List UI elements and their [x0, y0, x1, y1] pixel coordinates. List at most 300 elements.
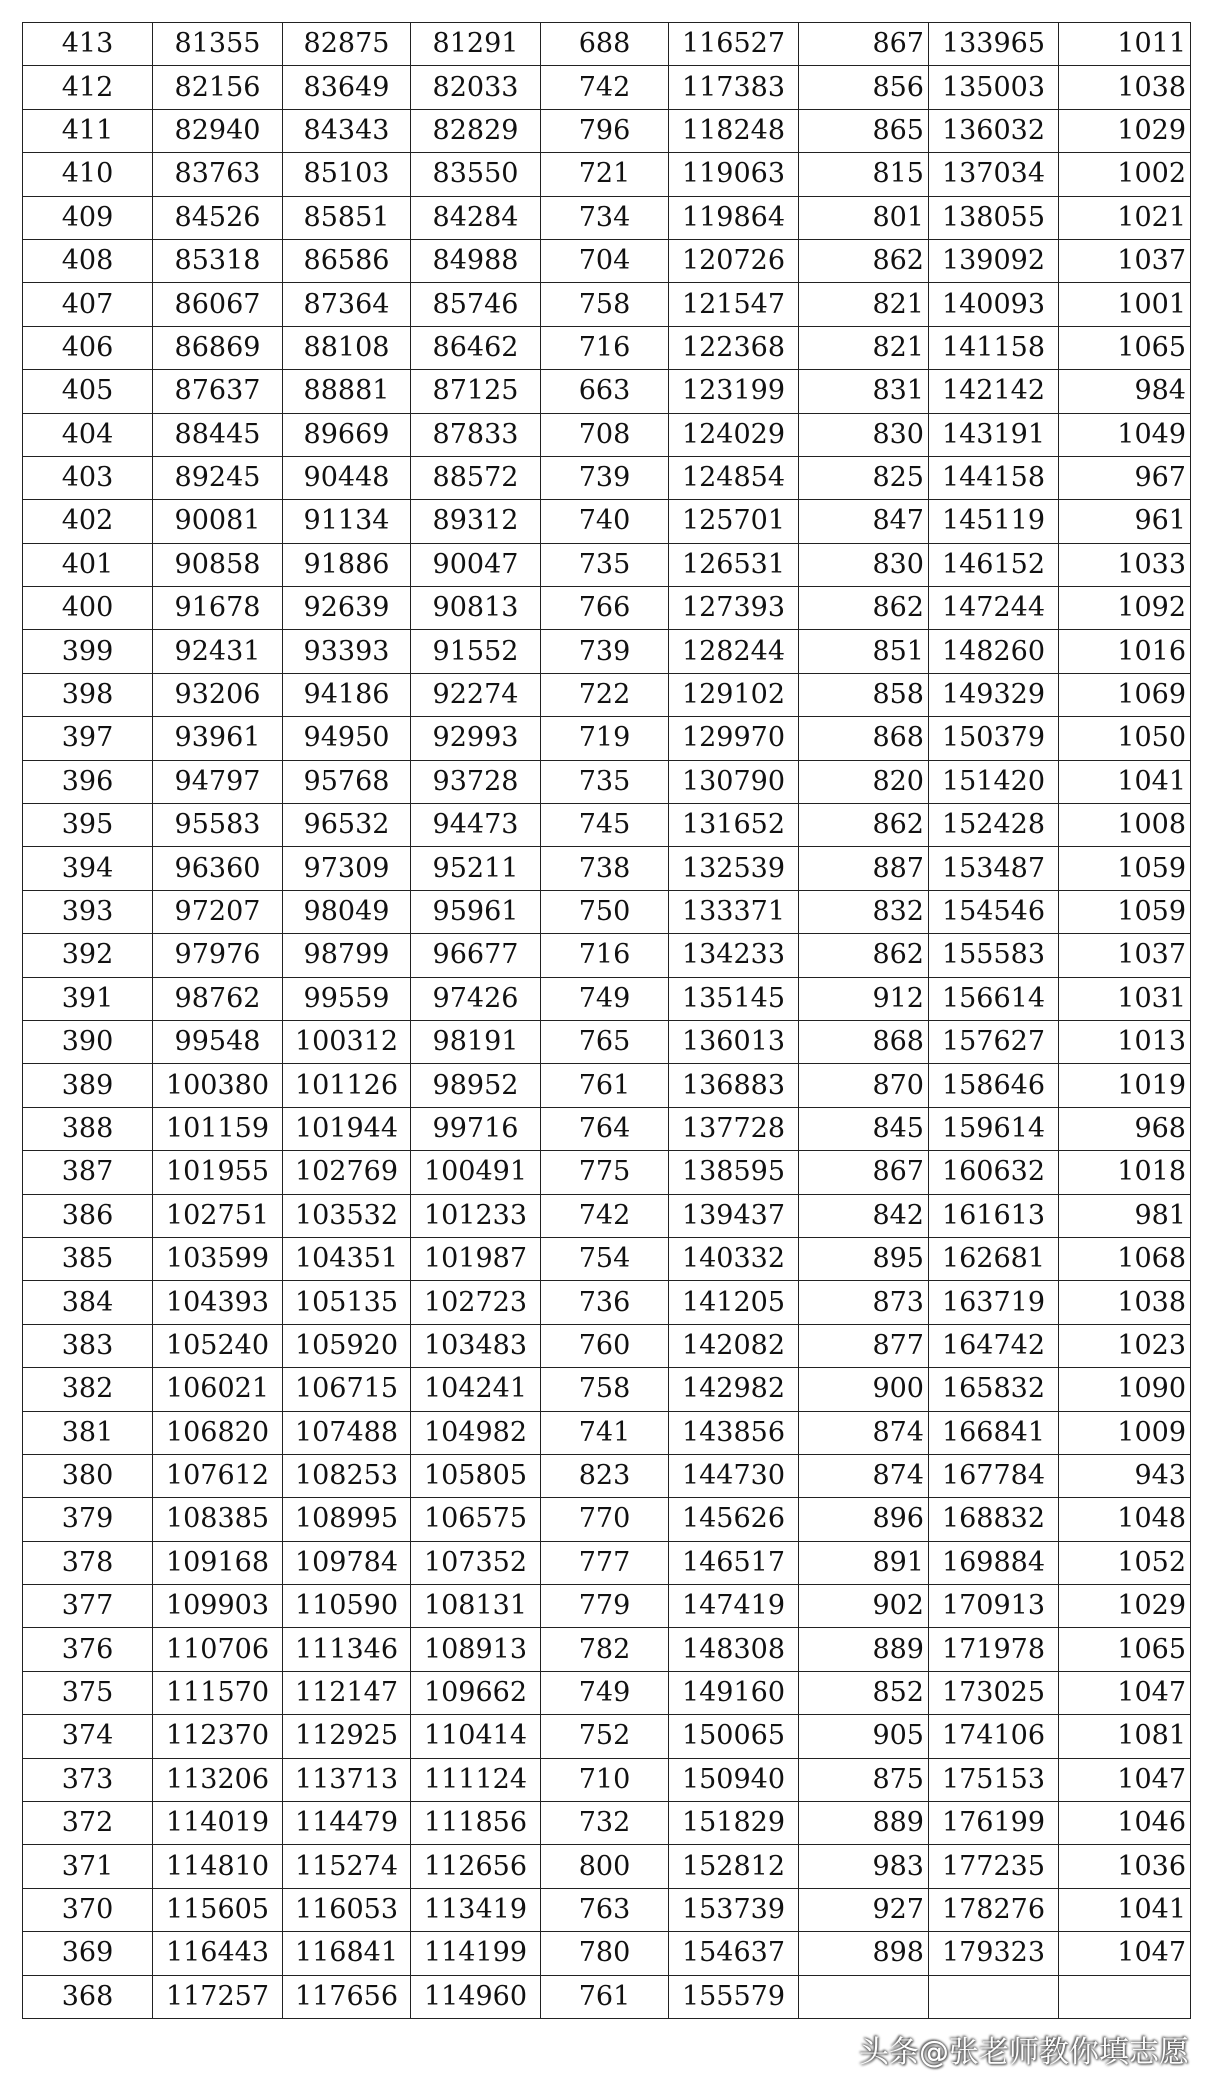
- cell-col-6: 150065: [669, 1715, 799, 1758]
- cell-col-9: 1001: [1059, 283, 1191, 326]
- table-row: [23, 543, 1191, 586]
- cell-col-3: 85851: [283, 196, 411, 239]
- cell-col-9: 1059: [1059, 847, 1191, 890]
- cell-col-6: 131652: [669, 804, 799, 847]
- table-row: [23, 1932, 1191, 1975]
- cell-col-7: 821: [799, 283, 929, 326]
- table-row: [23, 1324, 1191, 1367]
- cell-col-3: 89669: [283, 413, 411, 456]
- cell-col-7: 887: [799, 847, 929, 890]
- cell-col-3: 99559: [283, 977, 411, 1020]
- cell-col-4: 104982: [411, 1411, 541, 1454]
- cell-col-6: 147419: [669, 1585, 799, 1628]
- cell-col-2: 99548: [153, 1020, 283, 1063]
- cell-col-8: 162681: [929, 1237, 1059, 1280]
- cell-col-2: 87637: [153, 370, 283, 413]
- watermark: 头条@张老师教你填志愿: [859, 2035, 1189, 2070]
- cell-col-9: 1002: [1059, 153, 1191, 196]
- cell-col-2: 90081: [153, 500, 283, 543]
- cell-col-2: 114019: [153, 1802, 283, 1845]
- cell-score: 391: [23, 977, 153, 1020]
- cell-col-9: 1081: [1059, 1715, 1191, 1758]
- cell-col-6: 146517: [669, 1541, 799, 1584]
- cell-col-2: 107612: [153, 1454, 283, 1497]
- table-row: [23, 326, 1191, 369]
- cell-col-7: 821: [799, 326, 929, 369]
- table-row: [23, 977, 1191, 1020]
- cell-col-9: 1018: [1059, 1151, 1191, 1194]
- table-row: [23, 500, 1191, 543]
- cell-col-5: 770: [541, 1498, 669, 1541]
- cell-col-7: 830: [799, 413, 929, 456]
- cell-col-6: 118248: [669, 109, 799, 152]
- cell-col-3: 88108: [283, 326, 411, 369]
- cell-score: 400: [23, 587, 153, 630]
- cell-col-4: 91552: [411, 630, 541, 673]
- cell-score: 397: [23, 717, 153, 760]
- table-row: [23, 934, 1191, 977]
- cell-col-9: 1041: [1059, 1888, 1191, 1931]
- cell-col-6: 152812: [669, 1845, 799, 1888]
- cell-col-4: 110414: [411, 1715, 541, 1758]
- cell-col-9: 1092: [1059, 587, 1191, 630]
- cell-col-7: 900: [799, 1368, 929, 1411]
- cell-col-6: 119063: [669, 153, 799, 196]
- cell-col-2: 93206: [153, 673, 283, 716]
- cell-col-4: 95211: [411, 847, 541, 890]
- cell-col-6: 144730: [669, 1454, 799, 1497]
- cell-col-3: 91886: [283, 543, 411, 586]
- cell-col-6: 122368: [669, 326, 799, 369]
- cell-col-3: 115274: [283, 1845, 411, 1888]
- cell-score: 380: [23, 1454, 153, 1497]
- cell-col-6: 136013: [669, 1020, 799, 1063]
- cell-score: 386: [23, 1194, 153, 1237]
- cell-col-8: 155583: [929, 934, 1059, 977]
- cell-col-5: 732: [541, 1802, 669, 1845]
- cell-col-5: 758: [541, 283, 669, 326]
- cell-col-4: 101233: [411, 1194, 541, 1237]
- cell-col-3: 104351: [283, 1237, 411, 1280]
- table-row: [23, 109, 1191, 152]
- cell-col-7: 867: [799, 1151, 929, 1194]
- cell-score: 406: [23, 326, 153, 369]
- cell-col-9: 1029: [1059, 1585, 1191, 1628]
- cell-score: 381: [23, 1411, 153, 1454]
- cell-col-3: 101126: [283, 1064, 411, 1107]
- cell-col-8: 166841: [929, 1411, 1059, 1454]
- cell-col-2: 113206: [153, 1758, 283, 1801]
- cell-col-7: 874: [799, 1454, 929, 1497]
- cell-col-5: 777: [541, 1541, 669, 1584]
- cell-score: 399: [23, 630, 153, 673]
- cell-col-5: 735: [541, 760, 669, 803]
- cell-col-5: 763: [541, 1888, 669, 1931]
- cell-col-8: 147244: [929, 587, 1059, 630]
- cell-col-7: 862: [799, 239, 929, 282]
- cell-col-4: 83550: [411, 153, 541, 196]
- cell-col-7: 847: [799, 500, 929, 543]
- cell-col-2: 81355: [153, 23, 283, 66]
- cell-col-9: 1052: [1059, 1541, 1191, 1584]
- cell-col-9: 1031: [1059, 977, 1191, 1020]
- cell-col-8: 171978: [929, 1628, 1059, 1671]
- table-row: [23, 413, 1191, 456]
- cell-col-4: 88572: [411, 456, 541, 499]
- cell-col-9: 1033: [1059, 543, 1191, 586]
- table-row: [23, 1845, 1191, 1888]
- cell-col-7: 815: [799, 153, 929, 196]
- cell-col-7: 902: [799, 1585, 929, 1628]
- cell-col-7: 831: [799, 370, 929, 413]
- cell-col-8: 144158: [929, 456, 1059, 499]
- cell-col-9: 1037: [1059, 239, 1191, 282]
- cell-score: 402: [23, 500, 153, 543]
- table-row: [23, 1281, 1191, 1324]
- cell-col-3: 116053: [283, 1888, 411, 1931]
- table-row: [23, 673, 1191, 716]
- cell-col-9: 1019: [1059, 1064, 1191, 1107]
- cell-col-9: 1016: [1059, 630, 1191, 673]
- cell-col-5: 823: [541, 1454, 669, 1497]
- cell-col-3: 113713: [283, 1758, 411, 1801]
- cell-col-3: 116841: [283, 1932, 411, 1975]
- cell-col-8: 173025: [929, 1671, 1059, 1714]
- cell-col-8: 157627: [929, 1020, 1059, 1063]
- cell-col-7: 852: [799, 1671, 929, 1714]
- cell-col-9: 1047: [1059, 1932, 1191, 1975]
- cell-col-3: 97309: [283, 847, 411, 890]
- cell-col-5: 754: [541, 1237, 669, 1280]
- cell-col-3: 94950: [283, 717, 411, 760]
- cell-col-2: 82940: [153, 109, 283, 152]
- cell-col-3: 100312: [283, 1020, 411, 1063]
- cell-col-8: [929, 1975, 1059, 2018]
- cell-col-2: 101159: [153, 1107, 283, 1150]
- cell-col-2: 88445: [153, 413, 283, 456]
- cell-col-6: 143856: [669, 1411, 799, 1454]
- cell-col-2: 86869: [153, 326, 283, 369]
- cell-col-2: 104393: [153, 1281, 283, 1324]
- cell-col-3: 87364: [283, 283, 411, 326]
- cell-col-9: 967: [1059, 456, 1191, 499]
- cell-col-8: 167784: [929, 1454, 1059, 1497]
- cell-col-3: 101944: [283, 1107, 411, 1150]
- cell-col-2: 105240: [153, 1324, 283, 1367]
- cell-col-5: 738: [541, 847, 669, 890]
- cell-col-7: 868: [799, 717, 929, 760]
- cell-score: 389: [23, 1064, 153, 1107]
- cell-col-6: 141205: [669, 1281, 799, 1324]
- cell-col-2: 112370: [153, 1715, 283, 1758]
- cell-col-4: 94473: [411, 804, 541, 847]
- cell-col-9: 1009: [1059, 1411, 1191, 1454]
- cell-col-4: 84988: [411, 239, 541, 282]
- cell-col-2: 114810: [153, 1845, 283, 1888]
- cell-score: 411: [23, 109, 153, 152]
- cell-col-3: 96532: [283, 804, 411, 847]
- table-row: [23, 1758, 1191, 1801]
- cell-col-5: 745: [541, 804, 669, 847]
- cell-col-5: 800: [541, 1845, 669, 1888]
- cell-col-7: [799, 1975, 929, 2018]
- cell-col-9: 1068: [1059, 1237, 1191, 1280]
- cell-col-9: 1038: [1059, 66, 1191, 109]
- cell-col-7: 862: [799, 934, 929, 977]
- cell-col-4: 86462: [411, 326, 541, 369]
- cell-col-7: 858: [799, 673, 929, 716]
- cell-col-4: 103483: [411, 1324, 541, 1367]
- cell-col-3: 105135: [283, 1281, 411, 1324]
- cell-col-5: 742: [541, 66, 669, 109]
- cell-col-5: 739: [541, 630, 669, 673]
- cell-col-8: 135003: [929, 66, 1059, 109]
- table-row: [23, 890, 1191, 933]
- cell-col-2: 103599: [153, 1237, 283, 1280]
- cell-score: 370: [23, 1888, 153, 1931]
- table-row: [23, 1715, 1191, 1758]
- cell-col-5: 734: [541, 196, 669, 239]
- cell-col-9: 984: [1059, 370, 1191, 413]
- cell-col-5: 741: [541, 1411, 669, 1454]
- cell-col-7: 896: [799, 1498, 929, 1541]
- cell-score: 404: [23, 413, 153, 456]
- cell-col-4: 93728: [411, 760, 541, 803]
- table-row: [23, 1585, 1191, 1628]
- cell-col-6: 117383: [669, 66, 799, 109]
- cell-col-8: 140093: [929, 283, 1059, 326]
- cell-col-4: 99716: [411, 1107, 541, 1150]
- cell-col-6: 129102: [669, 673, 799, 716]
- cell-col-6: 153739: [669, 1888, 799, 1931]
- cell-col-7: 875: [799, 1758, 929, 1801]
- cell-col-4: 97426: [411, 977, 541, 1020]
- cell-col-7: 865: [799, 109, 929, 152]
- cell-col-3: 107488: [283, 1411, 411, 1454]
- cell-col-5: 722: [541, 673, 669, 716]
- cell-col-7: 983: [799, 1845, 929, 1888]
- cell-col-6: 124854: [669, 456, 799, 499]
- table-row: [23, 1020, 1191, 1063]
- cell-col-5: 761: [541, 1064, 669, 1107]
- cell-col-5: 716: [541, 934, 669, 977]
- cell-score: 388: [23, 1107, 153, 1150]
- cell-col-2: 110706: [153, 1628, 283, 1671]
- cell-col-4: 105805: [411, 1454, 541, 1497]
- table-row: [23, 1411, 1191, 1454]
- cell-col-7: 877: [799, 1324, 929, 1367]
- cell-col-9: 1008: [1059, 804, 1191, 847]
- cell-col-2: 102751: [153, 1194, 283, 1237]
- cell-col-6: 148308: [669, 1628, 799, 1671]
- cell-col-2: 117257: [153, 1975, 283, 2018]
- cell-score: 371: [23, 1845, 153, 1888]
- cell-col-2: 94797: [153, 760, 283, 803]
- cell-col-4: 81291: [411, 23, 541, 66]
- table-row: [23, 847, 1191, 890]
- cell-col-3: 110590: [283, 1585, 411, 1628]
- cell-col-6: 149160: [669, 1671, 799, 1714]
- table-row: [23, 239, 1191, 282]
- cell-col-5: 735: [541, 543, 669, 586]
- cell-score: 398: [23, 673, 153, 716]
- cell-col-8: 169884: [929, 1541, 1059, 1584]
- cell-col-2: 84526: [153, 196, 283, 239]
- cell-col-5: 750: [541, 890, 669, 933]
- cell-col-9: 1011: [1059, 23, 1191, 66]
- cell-col-2: 109168: [153, 1541, 283, 1584]
- cell-col-9: 1047: [1059, 1671, 1191, 1714]
- cell-col-6: 137728: [669, 1107, 799, 1150]
- cell-col-3: 106715: [283, 1368, 411, 1411]
- cell-col-2: 85318: [153, 239, 283, 282]
- cell-col-2: 98762: [153, 977, 283, 1020]
- cell-col-9: 1037: [1059, 934, 1191, 977]
- cell-col-4: 113419: [411, 1888, 541, 1931]
- cell-col-2: 106820: [153, 1411, 283, 1454]
- cell-col-7: 895: [799, 1237, 929, 1280]
- cell-col-5: 688: [541, 23, 669, 66]
- cell-col-7: 927: [799, 1888, 929, 1931]
- cell-col-8: 156614: [929, 977, 1059, 1020]
- table-row: [23, 23, 1191, 66]
- cell-col-8: 139092: [929, 239, 1059, 282]
- cell-score: 375: [23, 1671, 153, 1714]
- table-row: [23, 1454, 1191, 1497]
- cell-col-2: 90858: [153, 543, 283, 586]
- cell-col-6: 129970: [669, 717, 799, 760]
- cell-score: 394: [23, 847, 153, 890]
- table-row: [23, 1368, 1191, 1411]
- cell-col-4: 98952: [411, 1064, 541, 1107]
- cell-col-2: 111570: [153, 1671, 283, 1714]
- cell-col-5: 766: [541, 587, 669, 630]
- cell-col-3: 111346: [283, 1628, 411, 1671]
- cell-col-8: 154546: [929, 890, 1059, 933]
- cell-col-8: 159614: [929, 1107, 1059, 1150]
- cell-col-8: 152428: [929, 804, 1059, 847]
- cell-score: 383: [23, 1324, 153, 1367]
- cell-col-4: 96677: [411, 934, 541, 977]
- cell-col-6: 142982: [669, 1368, 799, 1411]
- table-row: [23, 370, 1191, 413]
- cell-col-6: 154637: [669, 1932, 799, 1975]
- cell-col-2: 109903: [153, 1585, 283, 1628]
- cell-col-9: 1023: [1059, 1324, 1191, 1367]
- cell-col-2: 89245: [153, 456, 283, 499]
- cell-col-9: 961: [1059, 500, 1191, 543]
- cell-col-3: 95768: [283, 760, 411, 803]
- cell-col-5: 721: [541, 153, 669, 196]
- cell-col-3: 91134: [283, 500, 411, 543]
- cell-score: 407: [23, 283, 153, 326]
- cell-col-4: 114199: [411, 1932, 541, 1975]
- cell-col-5: 782: [541, 1628, 669, 1671]
- cell-col-8: 174106: [929, 1715, 1059, 1758]
- cell-col-5: 749: [541, 1671, 669, 1714]
- cell-col-7: 801: [799, 196, 929, 239]
- cell-col-5: 760: [541, 1324, 669, 1367]
- cell-col-7: 891: [799, 1541, 929, 1584]
- cell-col-9: 1046: [1059, 1802, 1191, 1845]
- table-row: [23, 1237, 1191, 1280]
- cell-col-6: 155579: [669, 1975, 799, 2018]
- cell-col-4: 87833: [411, 413, 541, 456]
- cell-col-2: 96360: [153, 847, 283, 890]
- cell-col-5: 779: [541, 1585, 669, 1628]
- cell-col-4: 108131: [411, 1585, 541, 1628]
- cell-col-6: 127393: [669, 587, 799, 630]
- cell-col-6: 151829: [669, 1802, 799, 1845]
- cell-col-6: 124029: [669, 413, 799, 456]
- cell-col-7: 873: [799, 1281, 929, 1324]
- table-row: [23, 717, 1191, 760]
- cell-col-4: 112656: [411, 1845, 541, 1888]
- cell-score: 405: [23, 370, 153, 413]
- table-row: [23, 1802, 1191, 1845]
- cell-col-4: 92274: [411, 673, 541, 716]
- cell-score: 409: [23, 196, 153, 239]
- cell-col-7: 856: [799, 66, 929, 109]
- cell-col-5: 775: [541, 1151, 669, 1194]
- table-row: [23, 1064, 1191, 1107]
- cell-col-7: 820: [799, 760, 929, 803]
- cell-score: 392: [23, 934, 153, 977]
- cell-col-5: 761: [541, 1975, 669, 2018]
- cell-col-7: 868: [799, 1020, 929, 1063]
- cell-col-7: 889: [799, 1802, 929, 1845]
- cell-col-8: 175153: [929, 1758, 1059, 1801]
- cell-col-2: 106021: [153, 1368, 283, 1411]
- table-row: [23, 1888, 1191, 1931]
- cell-col-9: 1021: [1059, 196, 1191, 239]
- cell-col-6: 145626: [669, 1498, 799, 1541]
- cell-col-4: 111856: [411, 1802, 541, 1845]
- cell-col-6: 128244: [669, 630, 799, 673]
- cell-col-9: 1013: [1059, 1020, 1191, 1063]
- cell-col-4: 101987: [411, 1237, 541, 1280]
- cell-score: 384: [23, 1281, 153, 1324]
- cell-col-7: 912: [799, 977, 929, 1020]
- cell-col-9: 1069: [1059, 673, 1191, 716]
- cell-col-8: 178276: [929, 1888, 1059, 1931]
- cell-col-4: 89312: [411, 500, 541, 543]
- cell-col-9: 1090: [1059, 1368, 1191, 1411]
- cell-col-2: 91678: [153, 587, 283, 630]
- table-row: [23, 66, 1191, 109]
- cell-col-6: 136883: [669, 1064, 799, 1107]
- cell-score: 377: [23, 1585, 153, 1628]
- cell-col-6: 121547: [669, 283, 799, 326]
- cell-col-9: 1049: [1059, 413, 1191, 456]
- cell-score: 369: [23, 1932, 153, 1975]
- cell-col-8: 142142: [929, 370, 1059, 413]
- table-row: [23, 1975, 1191, 2018]
- cell-col-6: 126531: [669, 543, 799, 586]
- cell-col-8: 164742: [929, 1324, 1059, 1367]
- cell-col-8: 158646: [929, 1064, 1059, 1107]
- cell-score: 396: [23, 760, 153, 803]
- cell-col-2: 86067: [153, 283, 283, 326]
- cell-score: 403: [23, 456, 153, 499]
- table-row: [23, 1194, 1191, 1237]
- cell-col-8: 141158: [929, 326, 1059, 369]
- table-row: [23, 760, 1191, 803]
- cell-col-2: 97207: [153, 890, 283, 933]
- cell-col-2: 101955: [153, 1151, 283, 1194]
- cell-col-9: 1041: [1059, 760, 1191, 803]
- cell-col-9: 1059: [1059, 890, 1191, 933]
